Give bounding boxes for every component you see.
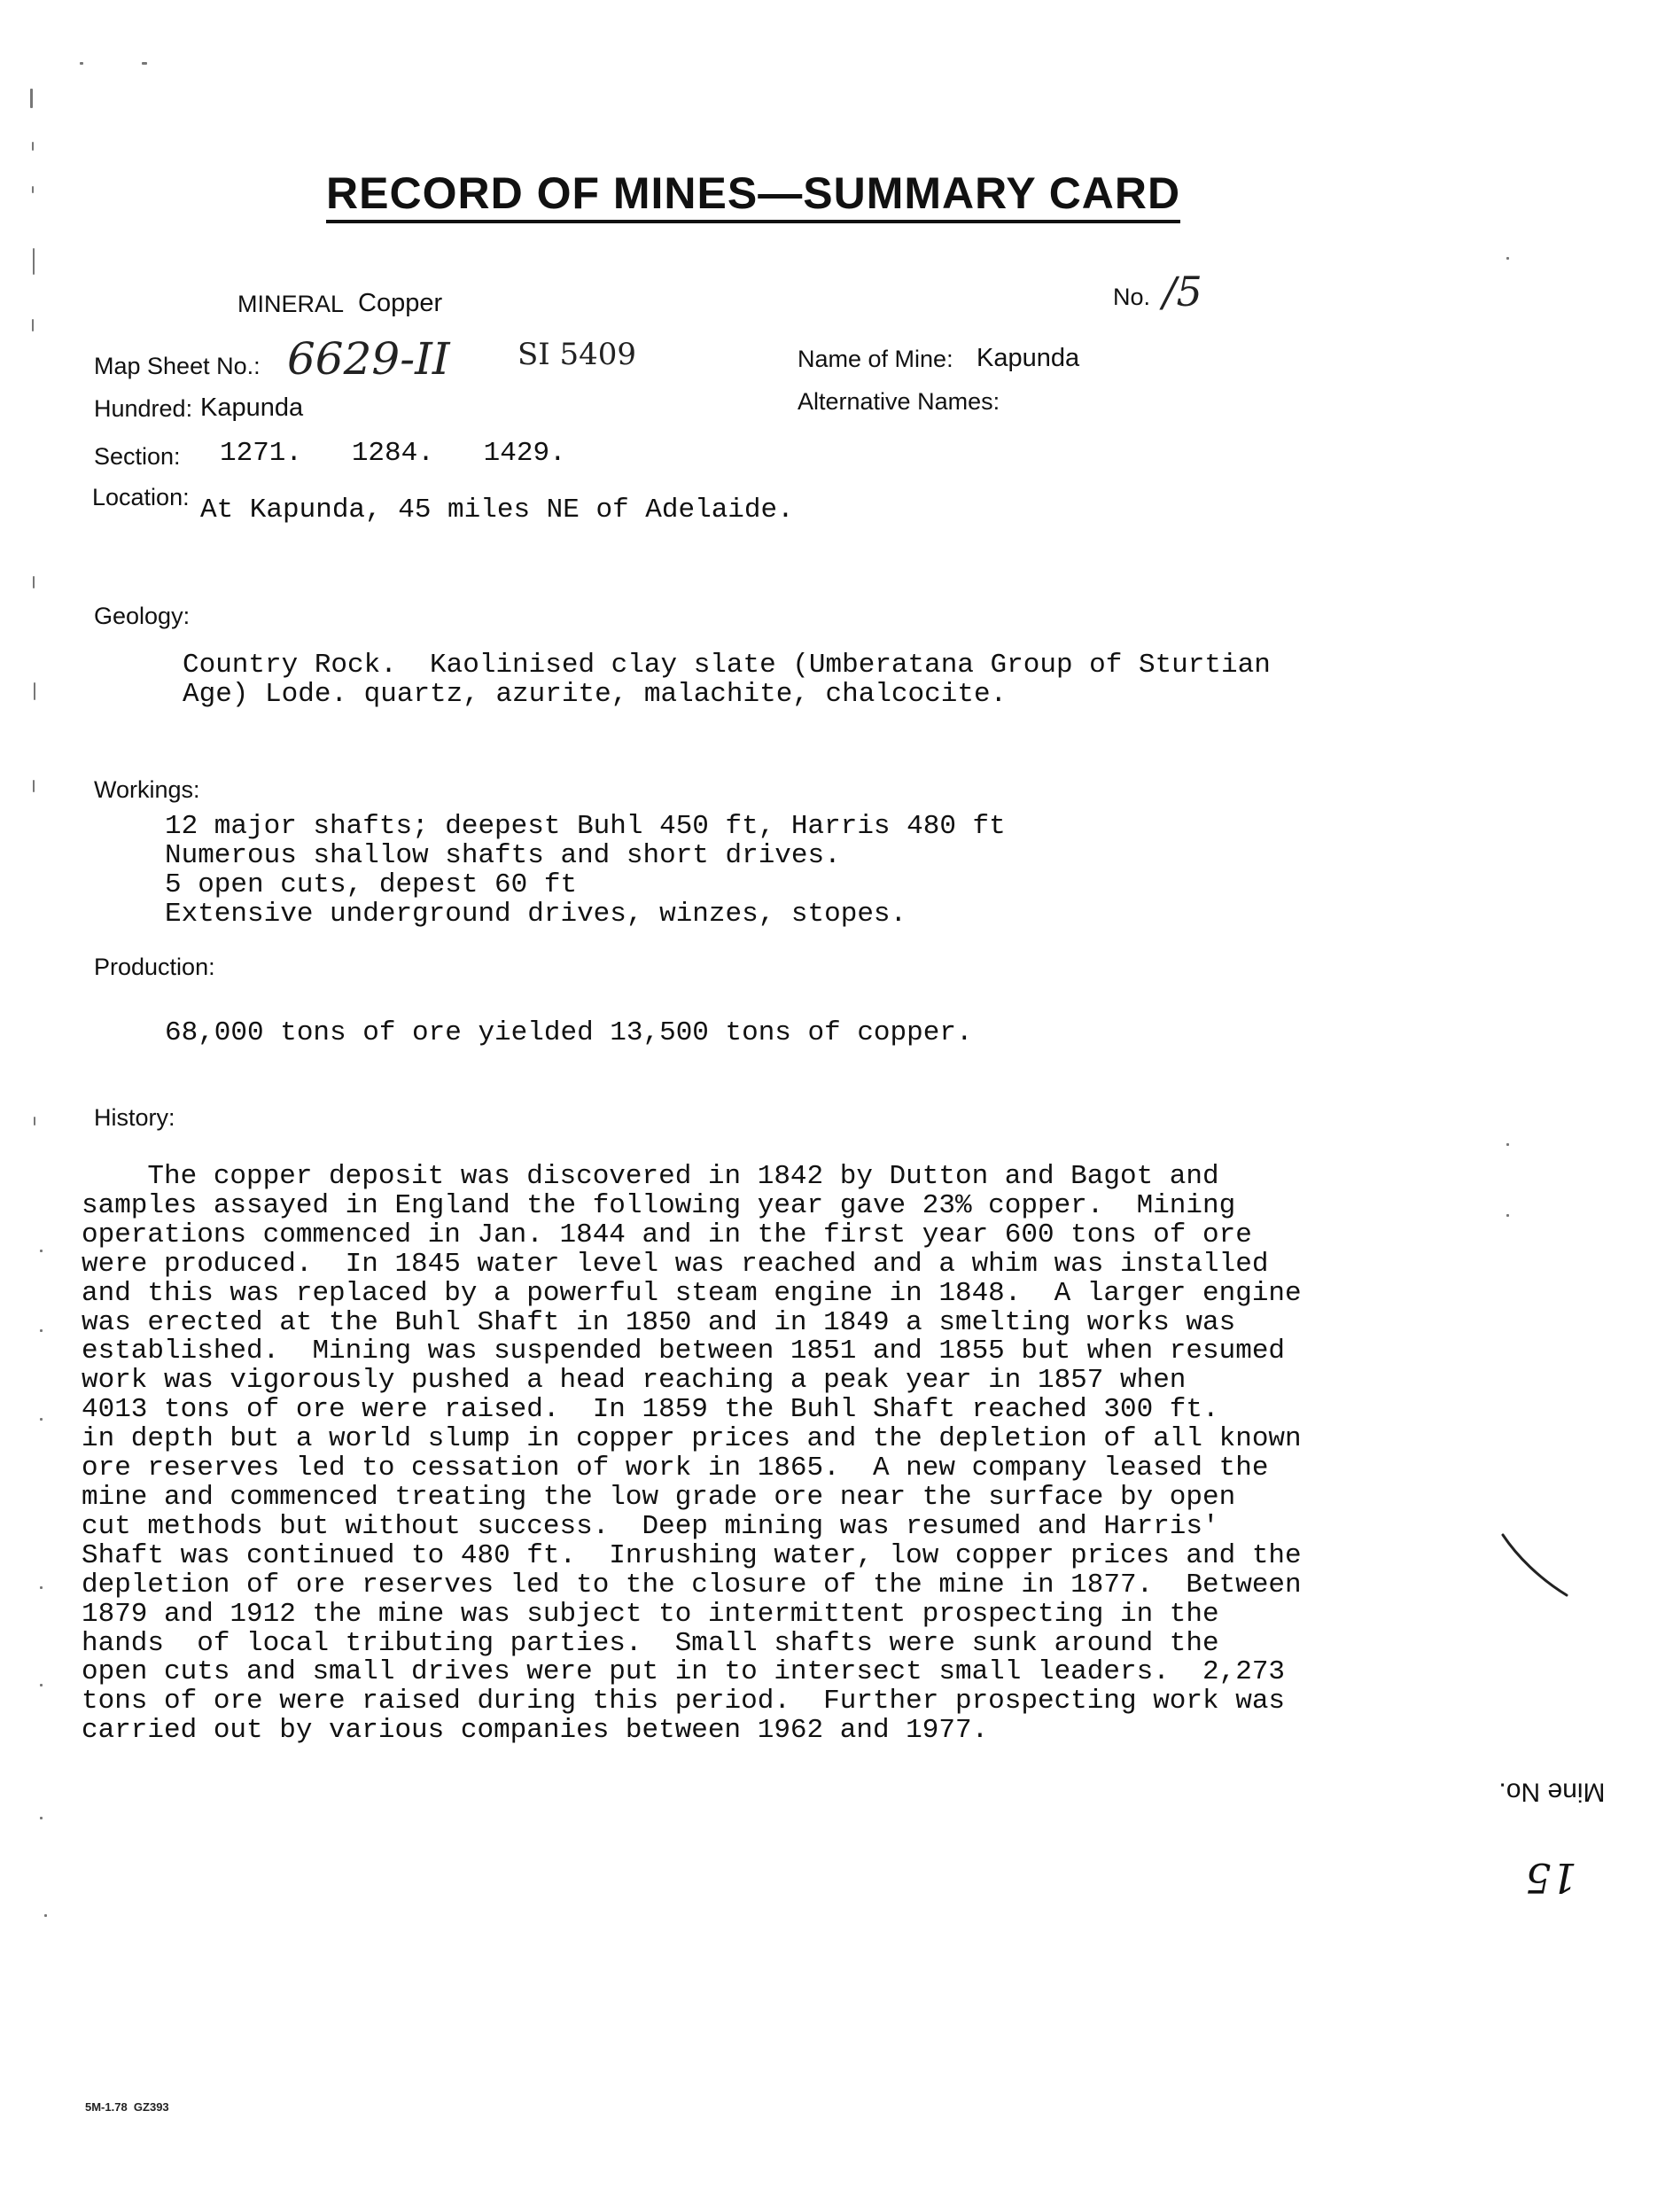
mineral-value: Copper: [358, 289, 443, 317]
scan-speck: [33, 780, 35, 792]
side-mine-label: Mine No.: [1498, 1777, 1606, 1807]
history-line: established. Mining was suspended between 1851 and 1855 but when resumed: [82, 1336, 1286, 1367]
scan-speck: [1506, 1214, 1509, 1217]
scan-speck: [44, 1914, 47, 1917]
history-line: 4013 tons of ore were raised. In 1859 the Buhl Shaft reached 300 ft.: [82, 1394, 1219, 1426]
history-line: depletion of ore reserves led to the closure of the mine in 1877. Between: [82, 1569, 1302, 1601]
production-heading: Production:: [94, 954, 215, 980]
scan-speck: [40, 1250, 43, 1252]
workings-line: 5 open cuts, depest 60 ft: [165, 869, 578, 900]
scan-speck: [80, 62, 83, 65]
section-label: Section:: [94, 443, 181, 470]
geology-block: [183, 650, 1271, 709]
side-mine-number-value: 15: [1524, 1854, 1577, 1903]
geology-line: Age) Lode. quartz, azurite, malachite, chalcocite.: [183, 679, 1008, 710]
scan-speck: [142, 62, 147, 65]
scan-speck: [40, 1817, 43, 1819]
history-line: mine and commenced treating the low grade ore near the surface by open: [82, 1481, 1236, 1513]
scan-speck: [40, 1329, 43, 1332]
scan-speck: [32, 142, 34, 151]
card-number-label: No.: [1113, 284, 1151, 310]
history-line: carried out by various companies between 1962 and 1977.: [82, 1715, 989, 1747]
alternative-names-label: Alternative Names:: [798, 388, 1000, 415]
history-line: Shaft was continued to 480 ft. Inrushing water, low copper prices and the: [82, 1539, 1302, 1571]
scan-speck: [1506, 1143, 1509, 1146]
history-line: hands of local tributing parties. Small shafts were sunk around the: [82, 1627, 1219, 1659]
scan-speck: [40, 1586, 43, 1589]
mine-name-label: Name of Mine:: [798, 346, 953, 372]
scan-speck: [40, 1684, 43, 1686]
geology-line: Country Rock. Kaolinised clay slate (Umberatana Group of Sturtian: [183, 650, 1271, 681]
workings-heading: Workings:: [94, 776, 200, 803]
workings-block: [165, 812, 1006, 929]
history-line: 1879 and 1912 the mine was subject to intermittent prospecting in the: [82, 1598, 1219, 1630]
production-value: 68,000 tons of ore yielded 13,500 tons of copper.: [165, 1017, 973, 1048]
map-sheet-label: Map Sheet No.:: [94, 353, 261, 379]
scan-speck: [30, 89, 33, 108]
map-sheet-value: 6629-II: [287, 333, 450, 385]
scan-speck: [1506, 257, 1509, 260]
handwritten-stroke: [1499, 1530, 1570, 1601]
mine-name-value: Kapunda: [977, 344, 1080, 372]
history-line: operations commenced in Jan. 1844 and in the first year 600 tons of ore: [82, 1219, 1252, 1250]
history-block: [82, 1163, 1302, 1746]
geology-heading: Geology:: [94, 603, 191, 629]
history-line: were produced. In 1845 water level was reached and a whim was installed: [82, 1248, 1269, 1280]
card-number-value: /5: [1163, 268, 1202, 315]
scan-speck: [32, 186, 34, 193]
scan-speck: [32, 319, 34, 331]
section-value: 1271. 1284. 1429.: [220, 438, 566, 469]
scan-speck: [33, 248, 35, 275]
history-heading: History:: [94, 1104, 175, 1131]
history-line: was erected at the Buhl Shaft in 1850 and in 1849 a smelting works was: [82, 1306, 1236, 1338]
history-line: work was vigorously pushed a head reaching a peak year in 1857 when: [82, 1365, 1187, 1397]
location-label: Location:: [92, 484, 190, 510]
side-mine-number: [1498, 1688, 1606, 1954]
hundred-label: Hundred:: [94, 395, 193, 422]
history-line: open cuts and small drives were put in to intersect small leaders. 2,273: [82, 1656, 1286, 1688]
history-line: cut methods but without success. Deep mining was resumed and Harris': [82, 1510, 1219, 1542]
workings-line: 12 major shafts; deepest Buhl 450 ft, Harris 480 ft: [165, 811, 1006, 842]
scan-speck: [33, 576, 35, 588]
location-value: At Kapunda, 45 miles NE of Adelaide.: [200, 495, 794, 526]
history-line: ore reserves led to cessation of work in 1865. A new company leased the: [82, 1453, 1269, 1484]
workings-line: Numerous shallow shafts and short drives.: [165, 840, 841, 871]
card-title: RECORD OF MINES—SUMMARY CARD: [326, 168, 1180, 223]
hundred-value: Kapunda: [200, 393, 304, 422]
history-line: and this was replaced by a powerful steam engine in 1848. A larger engine: [82, 1277, 1302, 1309]
workings-line: Extensive underground drives, winzes, stopes.: [165, 899, 907, 930]
mineral-label: MINERAL: [237, 291, 345, 317]
history-line: samples assayed in England the following year gave 23% copper. Mining: [82, 1189, 1236, 1221]
scan-speck: [40, 1418, 43, 1421]
history-line: in depth but a world slump in copper prices and the depletion of all known: [82, 1423, 1302, 1455]
map-sheet-extra: SI 5409: [517, 337, 637, 372]
history-line: The copper deposit was discovered in 1842 by Dutton and Bagot and: [82, 1161, 1219, 1192]
history-line: tons of ore were raised during this period. Further prospecting work was: [82, 1686, 1286, 1717]
scan-speck: [34, 682, 35, 700]
scan-speck: [34, 1117, 35, 1125]
footer-code: 5M-1.78 GZ393: [85, 2100, 169, 2114]
